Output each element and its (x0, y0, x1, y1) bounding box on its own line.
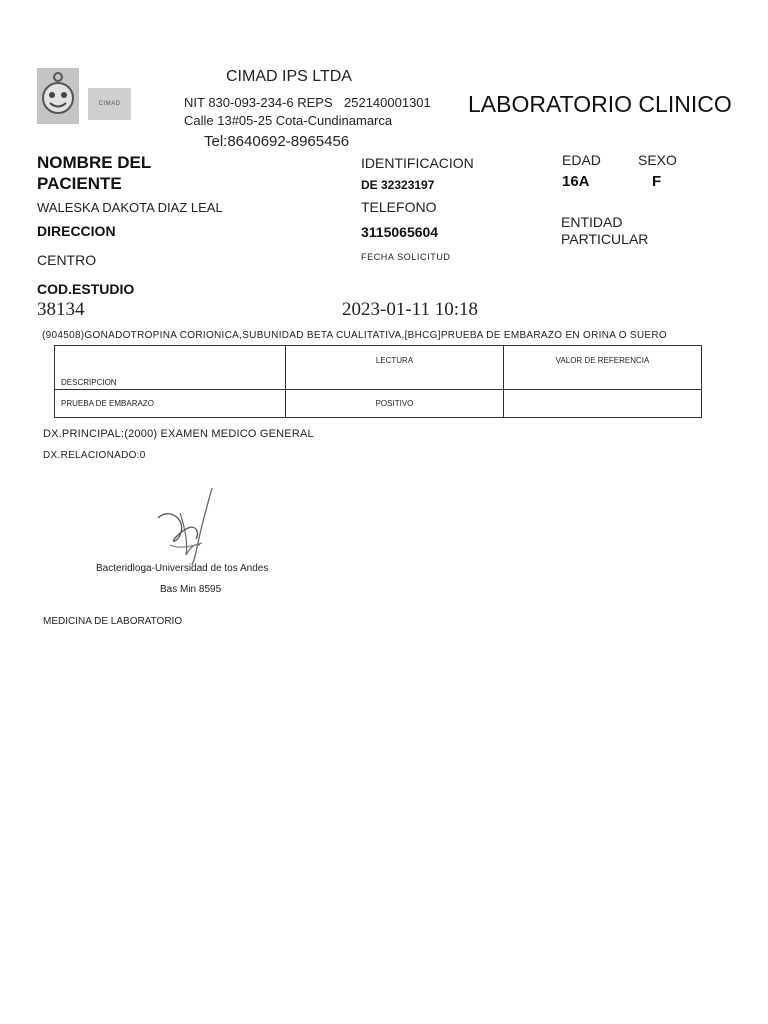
cell-description: PRUEBA DE EMBARAZO (55, 390, 286, 418)
study-code-value: 38134 (37, 299, 85, 320)
identification-label: IDENTIFICACION (361, 155, 474, 171)
age-value: 16A (562, 173, 590, 190)
phone-value: 3115065604 (361, 224, 439, 240)
cell-reading: POSITIVO (286, 390, 504, 418)
related-diagnosis: DX.RELACIONADO:0 (43, 450, 146, 461)
company-logo: CIMAD (88, 88, 131, 120)
header-reading: LECTURA (286, 346, 504, 390)
study-description: (904508)GONADOTROPINA CORIONICA,SUBUNIDAD BETA CUALITATIVA,[BHCG]PRUEBA DE EMBARAZO EN ORINA O SUERO (42, 330, 667, 341)
request-date-label: FECHA SOLICITUD (361, 252, 451, 262)
phone-label: TELEFONO (361, 199, 437, 215)
results-table (54, 345, 702, 418)
header-description: DESCRIPCION (55, 346, 286, 390)
request-date-value: 2023-01-11 10:18 (342, 299, 478, 320)
cell-reference-value (504, 390, 702, 418)
table-row (55, 390, 702, 418)
identification-value: DE 32323197 (361, 178, 435, 192)
patient-name-value: WALESKA DAKOTA DIAZ LEAL (37, 200, 223, 215)
document-title: LABORATORIO CLINICO (468, 91, 732, 117)
company-address: Calle 13#05-25 Cota-Cundinamarca (184, 113, 393, 128)
reps-number: 252140001301 (344, 95, 431, 110)
clinic-logo-icon (37, 68, 79, 124)
entity-label: ENTIDAD PARTICULAR (561, 214, 649, 247)
signer-registration: Bas Min 8595 (160, 584, 222, 595)
company-name: CIMAD IPS LTDA (226, 68, 352, 85)
results-table-header (55, 346, 702, 390)
address-value: CENTRO (37, 252, 97, 268)
signer-title: Bacteridloga-Universidad de tos Andes (96, 563, 269, 574)
sex-label: SEXO (638, 152, 677, 168)
department-footer: MEDICINA DE LABORATORIO (43, 616, 183, 627)
sex-value: F (652, 173, 662, 190)
principal-diagnosis: DX.PRINCIPAL:(2000) EXAMEN MEDICO GENERAL (43, 428, 314, 440)
address-label: DIRECCION (37, 223, 116, 239)
patient-name-label: NOMBRE DEL PACIENTE (37, 153, 151, 193)
handwritten-signature (150, 483, 230, 568)
header-reference-value: VALOR DE REFERENCIA (504, 346, 702, 390)
company-nit: NIT 830-093-234-6 REPS (184, 95, 333, 110)
study-code-label: COD.ESTUDIO (37, 281, 135, 297)
company-phone: Tel:8640692-8965456 (204, 133, 350, 150)
age-label: EDAD (562, 152, 601, 168)
